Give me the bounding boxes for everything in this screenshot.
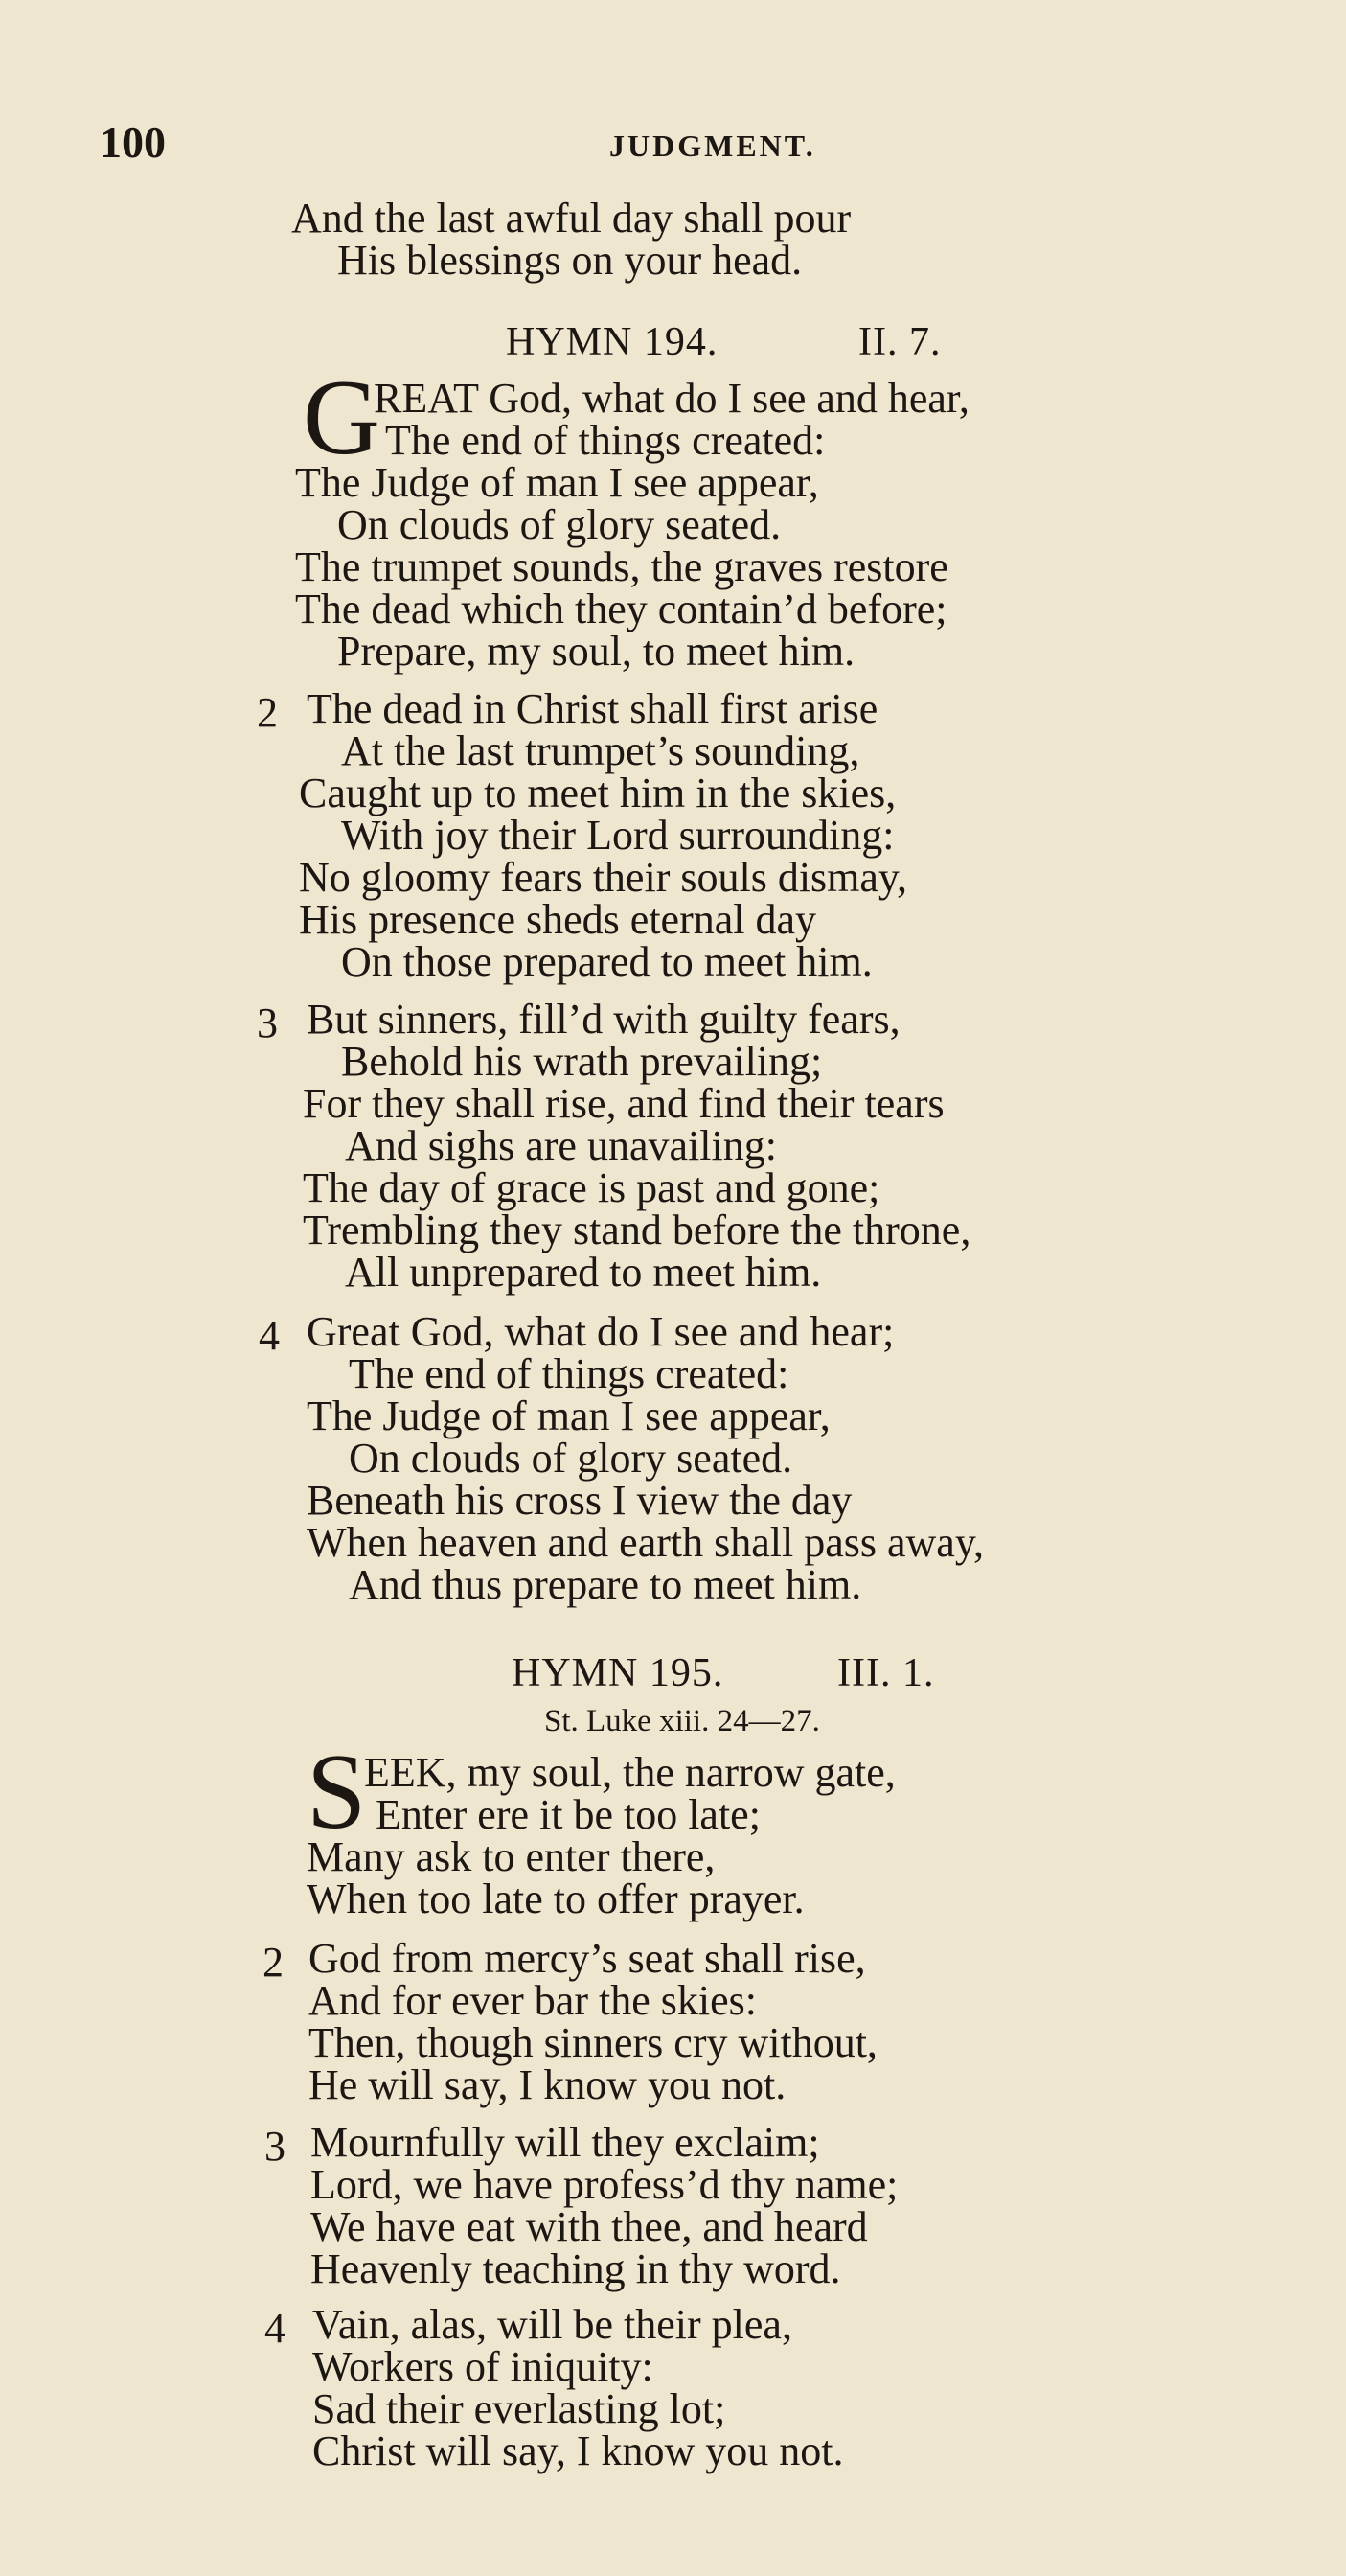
hymn-195-first-line: EEK, my soul, the narrow gate, — [364, 1749, 896, 1796]
verse-line: With joy their Lord surrounding: — [341, 812, 895, 859]
verse-line: The end of things created: — [349, 1350, 789, 1397]
verse-line: Trembling they stand before the throne, — [303, 1207, 971, 1254]
verse-number: 2 — [257, 689, 278, 736]
verse-line: Behold his wrath prevailing; — [341, 1038, 823, 1085]
verse-line: On clouds of glory seated. — [337, 501, 782, 548]
verse-line: Sad their everlasting lot; — [312, 2385, 726, 2432]
verse-line: At the last trumpet’s sounding, — [341, 727, 860, 774]
verse-line: The day of grace is past and gone; — [303, 1164, 880, 1211]
verse-line: When heaven and earth shall pass away, — [307, 1519, 984, 1566]
carryover-line: And the last awful day shall pour — [291, 195, 852, 242]
verse-line: The Judge of man I see appear, — [295, 459, 819, 506]
verse-line: His presence sheds eternal day — [299, 896, 817, 943]
verse-number: 3 — [257, 1000, 278, 1046]
hymn-194-meter: II. 7. — [858, 320, 942, 364]
verse-line: God from mercy’s seat shall rise, — [308, 1935, 866, 1982]
verse-line: Great God, what do I see and hear; — [307, 1308, 895, 1355]
verse-line: Vain, alas, will be their plea, — [312, 2301, 792, 2348]
verse-line: The end of things created: — [385, 417, 826, 464]
verse-line: He will say, I know you not. — [308, 2061, 787, 2108]
verse-line: But sinners, fill’d with guilty fears, — [307, 996, 901, 1043]
verse-line: We have eat with thee, and heard — [310, 2203, 868, 2250]
verse-line: Christ will say, I know you not. — [312, 2427, 844, 2474]
verse-number: 3 — [264, 2123, 285, 2170]
page-number: 100 — [100, 118, 166, 167]
verse-line: Beneath his cross I view the day — [307, 1477, 853, 1524]
verse-number: 4 — [264, 2305, 285, 2352]
hymn-195-meter: III. 1. — [837, 1651, 935, 1695]
verse-number: 2 — [262, 1939, 284, 1986]
verse-line: And for ever bar the skies: — [308, 1977, 757, 2024]
verse-line: Lord, we have profess’d thy name; — [310, 2161, 899, 2208]
verse-line: Mournfully will they exclaim; — [310, 2119, 820, 2166]
verse-line: Prepare, my soul, to meet him. — [337, 628, 856, 675]
verse-line: No gloomy fears their souls dismay, — [299, 854, 908, 901]
verse-line: The dead in Christ shall first arise — [307, 685, 878, 732]
verse-line: When too late to offer prayer. — [307, 1875, 805, 1922]
running-head: JUDGMENT. — [609, 128, 816, 163]
verse-number: 4 — [259, 1312, 280, 1359]
verse-line: The Judge of man I see appear, — [307, 1392, 831, 1439]
hymn-195-drop-cap: S — [307, 1733, 367, 1852]
hymn-194-heading: HYMN 194. — [506, 320, 719, 364]
verse-line: And thus prepare to meet him. — [349, 1561, 862, 1608]
verse-line: The trumpet sounds, the graves restore — [295, 543, 948, 590]
hymn-195-heading: HYMN 195. — [512, 1651, 724, 1695]
verse-line: The dead which they contain’d before; — [295, 586, 947, 632]
verse-line: Then, though sinners cry without, — [308, 2019, 878, 2066]
verse-line: And sighs are unavailing: — [345, 1122, 777, 1169]
carryover-line: His blessings on your head. — [337, 237, 803, 284]
hymn-194-drop-cap: G — [303, 358, 380, 477]
verse-line: Heavenly teaching in thy word. — [310, 2245, 841, 2292]
verse-line: Many ask to enter there, — [307, 1833, 716, 1880]
verse-line: Workers of iniquity: — [312, 2343, 653, 2390]
verse-line: On clouds of glory seated. — [349, 1435, 793, 1482]
verse-line: For they shall rise, and find their tears — [303, 1080, 945, 1127]
verse-line: All unprepared to meet him. — [345, 1249, 822, 1296]
verse-line: Caught up to meet him in the skies, — [299, 770, 897, 816]
verse-line: On those prepared to meet him. — [341, 938, 873, 985]
hymn-194-first-line: REAT God, what do I see and hear, — [374, 375, 970, 422]
scripture-reference: St. Luke xiii. 24—27. — [544, 1704, 820, 1738]
verse-line: Enter ere it be too late; — [376, 1791, 761, 1838]
